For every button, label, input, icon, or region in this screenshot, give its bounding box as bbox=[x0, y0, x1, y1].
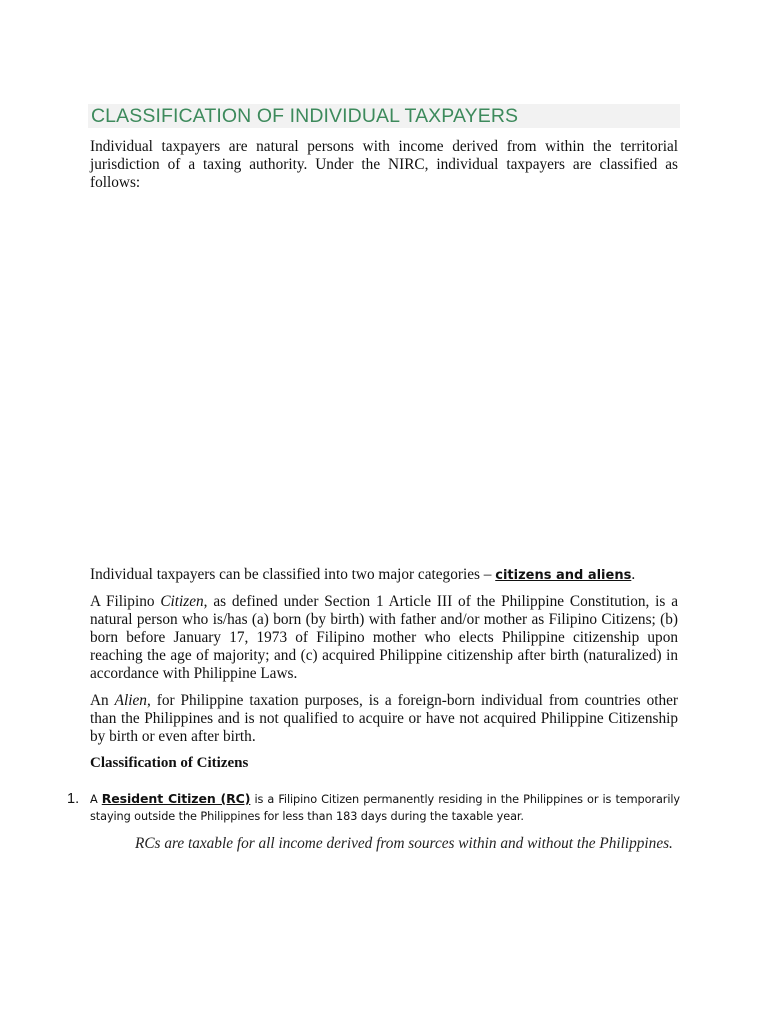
categories-paragraph bbox=[90, 566, 678, 585]
page-title: CLASSIFICATION OF INDIVIDUAL TAXPAYERS bbox=[91, 105, 519, 127]
alien-term: Alien bbox=[114, 692, 147, 709]
citizen-definition bbox=[90, 593, 678, 683]
citizen-post: , as defined under Section 1 Article III of the Philippine Constitution, is a natural person who is/has (a) born (by birth) with father and/or mother as Filipino Citizens; (b) born before January 17, 1973 of Filipino mother who elects Philippine citizenship upon reaching the age of majority; and (c) acquired Philippine citizenship after birth (naturalized) in accordance with Philippine Laws. bbox=[90, 593, 678, 682]
rc-taxability-note: RCs are taxable for all income derived from sources within and without the Philippines. bbox=[135, 835, 673, 852]
citizen-pre: A Filipino bbox=[90, 593, 161, 610]
categories-emphasis: citizens and aliens bbox=[495, 568, 632, 583]
list-item-resident-citizen bbox=[90, 790, 680, 825]
alien-definition bbox=[90, 692, 678, 746]
list-item-number: 1. bbox=[67, 791, 80, 807]
alien-pre: An bbox=[90, 692, 115, 709]
list-item-term: Resident Citizen (RC) bbox=[101, 791, 251, 806]
alien-post: , for Philippine taxation purposes, is a foreign-born individual from countries other than the Philippines and is not qualified to acquire or have not acquired Philippine Citizenship by birth or even after birth. bbox=[90, 692, 678, 745]
categories-lead: Individual taxpayers can be classified into two major categories – bbox=[90, 566, 496, 583]
intro-paragraph: Individual taxpayers are natural persons with income derived from within the territorial jurisdiction of a taxing authority. Under the NIRC, individual taxpayers are classified as follows: bbox=[90, 138, 678, 191]
list-item-post: is a Filipino Citizen permanently residing in the Philippines or is temporarily staying outside the Philippines for less than 183 days during the taxable year. bbox=[90, 793, 680, 823]
list-item-pre: A bbox=[90, 793, 102, 806]
classification-heading: Classification of Citizens bbox=[90, 755, 249, 771]
citizen-term: Citizen bbox=[160, 593, 204, 610]
categories-end: . bbox=[631, 566, 636, 583]
